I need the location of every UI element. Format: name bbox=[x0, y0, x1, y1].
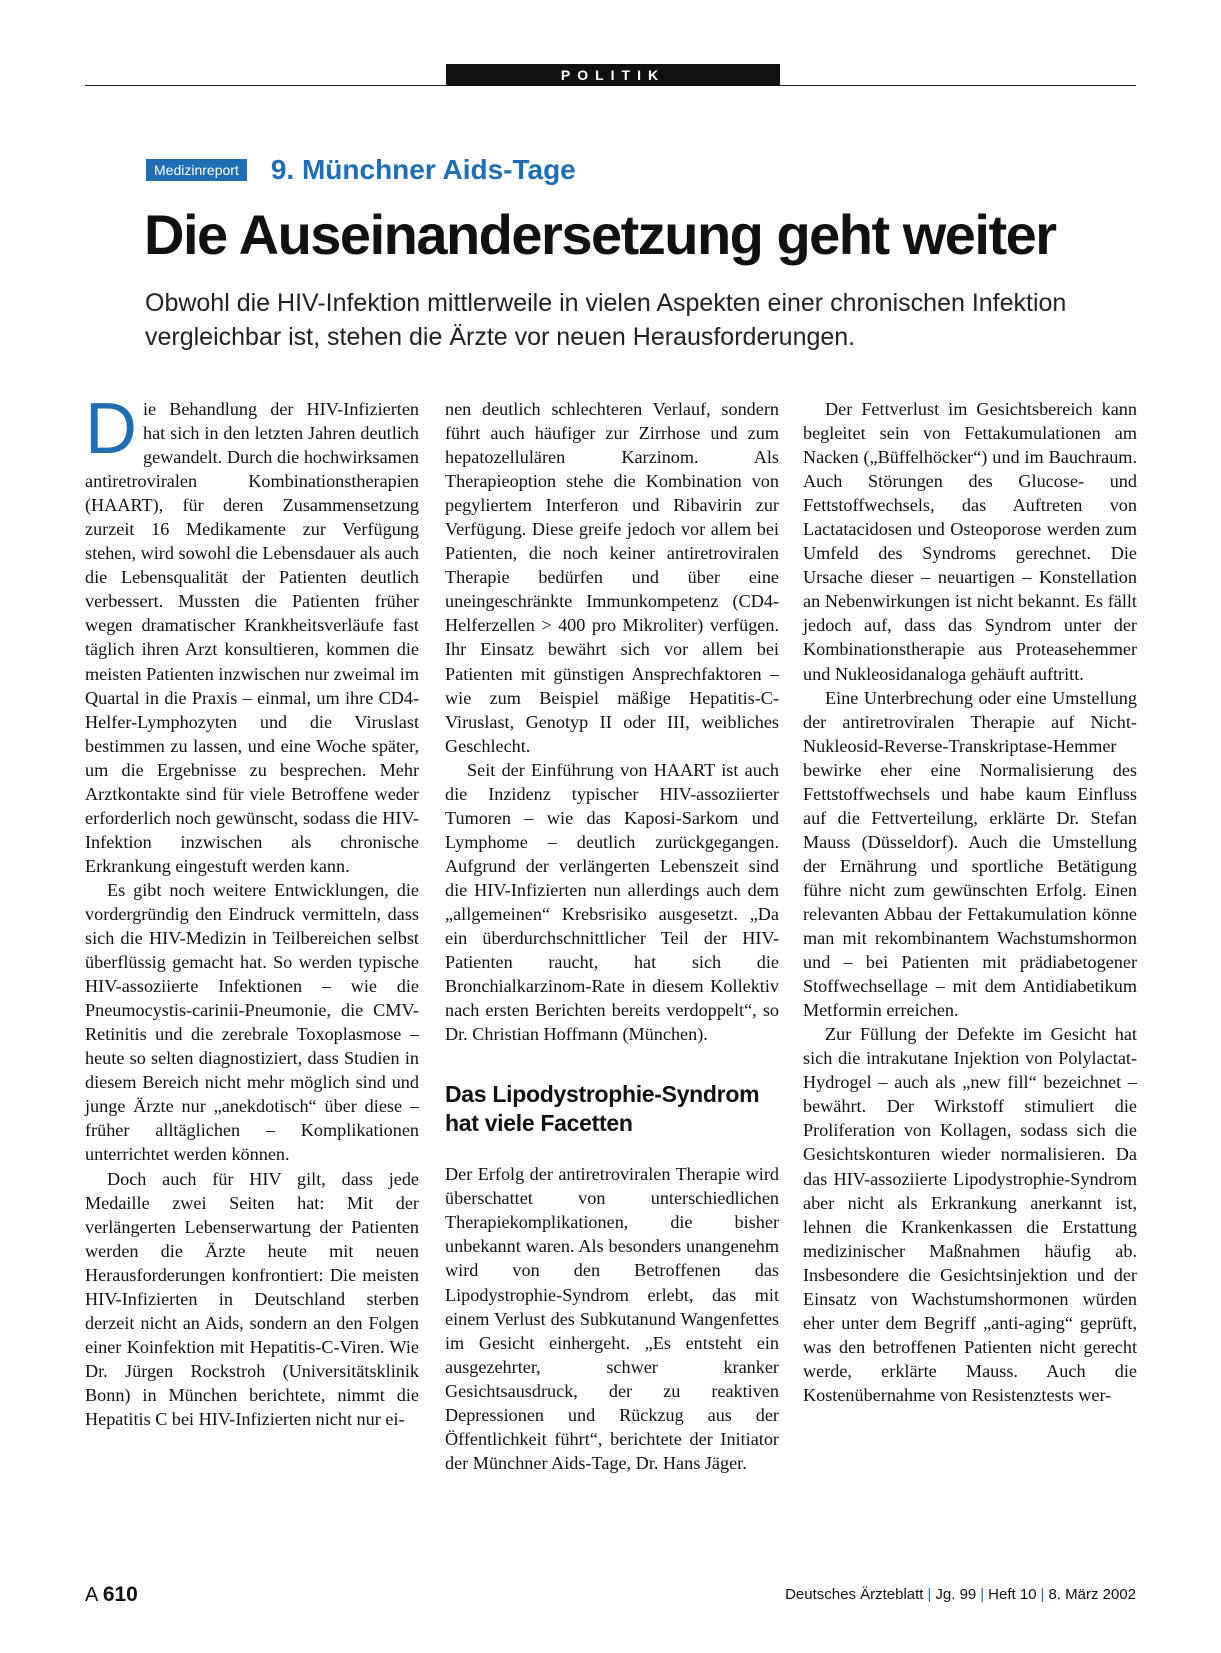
lead-paragraph: Obwohl die HIV-Infektion mittlerweile in vielen Aspekten einer chronischen Infektion vergleichbar ist, stehen die Ärzte vor neuen Herausforderungen. bbox=[145, 289, 1067, 351]
section-label: POLITIK bbox=[446, 64, 780, 86]
volume: Jg. 99 bbox=[935, 1586, 977, 1603]
date: 8. März 2002 bbox=[1048, 1586, 1136, 1603]
paragraph: nen deutlich schlechteren Verlauf, sondern führt auch häufiger zur Zirrhose und zum hepatozellulären Karzinom. Als Therapieoption stehe die Kombination von pegyliertem Interferon und Ribavirin zur Verfügung. Diese greife jedoch vor allem bei Patienten, die noch keiner antiretroviralen Therapie bedürfen und über eine uneingeschränkte Immunkompetenz (CD4-Helferzellen > 400 pro Mikroliter) verfügen. Ihr Einsatz bewährt sich vor allem bei Patienten mit günstigen Ansprechfaktoren – wie zum Beispiel mäßige Hepatitis-C-Viruslast, Genotyp II oder III, weibliches Geschlecht. bbox=[445, 399, 779, 756]
separator: | bbox=[1040, 1586, 1045, 1603]
column-2 bbox=[445, 397, 779, 1475]
separator: | bbox=[980, 1586, 985, 1603]
column-1 bbox=[85, 389, 419, 1431]
paragraph: Eine Unterbrechung oder eine Umstellung der antiretroviralen Therapie auf Nicht-Nukleosid-Reverse-Transkriptase-Hemmer bewirke eher eine Normalisierung des Fettstoffwechsels und habe kaum Einfluss auf die Fettverteilung, erklärte Dr. Stefan Mauss (Düsseldorf). Auch die Umstellung der Ernährung und sportliche Betätigung führe nicht zum gewünschten Erfolg. Einen relevanten Abbau der Fettakumulation könne man mit rekombinantem Wachstumshormon und – bei Patienten mit prädiabetogener Stoffwechsellage – mit dem Antidiabetikum Metformin erreichen. bbox=[803, 687, 1137, 1021]
journal-name: Deutsches Ärzteblatt bbox=[785, 1586, 924, 1603]
subheading bbox=[445, 1080, 779, 1138]
journal-info bbox=[785, 1586, 1136, 1603]
dropcap: D bbox=[85, 389, 137, 469]
subheading-line: hat viele Facetten bbox=[445, 1110, 633, 1137]
paragraph: Der Erfolg der antiretroviralen Therapie wird überschattet von unterschiedlichen Therapiekomplikationen, die bisher unbekannt waren. Als besonders unangenehm wird von den Betroffenen das Lipodystrophie-Syndrom erlebt, das mit einem Verlust des Subkutanund Wangenfettes im Gesicht einhergeht. „Es entsteht ein ausgezehrter, schwer kranker Gesichtsausdruck, der zu reaktiven Depressionen und Rückzug aus der Öffentlichkeit führt“, berichtete der Initiator der Münchner Aids-Tage, Dr. Hans Jäger. bbox=[445, 1164, 779, 1473]
headline: Die Auseinandersetzung geht weiter bbox=[144, 203, 1056, 266]
paragraph: Seit der Einführung von HAART ist auch die Inzidenz typischer HIV-assoziierter Tumoren – wie das Kaposi-Sarkom und Lymphome – deutlich zurückgegangen. Aufgrund der verlängerten Lebenszeit sind die HIV-Infizierten nun allerdings auch dem „allgemeinen“ Krebsrisiko ausgesetzt. „Da ein überdurchschnittlicher Teil der HIV-Patienten raucht, hat sich die Bronchialkarzinom-Rate in diesem Kollektiv nach ersten Berichten bereits verdoppelt“, so Dr. Christian Hoffmann (München). bbox=[445, 759, 779, 1045]
paragraph bbox=[85, 389, 419, 878]
page-number-value: 610 bbox=[102, 1583, 138, 1606]
paragraph: Doch auch für HIV gilt, dass jede Medaille zwei Seiten hat: Mit der verlängerten Lebenserwartung der Patienten werden die Ärzte heute mit neuen Herausforderungen konfrontiert: Die meisten HIV-Infizierten in Deutschland sterben derzeit nicht an Aids, sondern an den Folgen einer Koinfektion mit Hepatitis-C-Viren. Wie Dr. Jürgen Rockstroh (Universitätsklinik Bonn) in München berichtete, nimmt die Hepatitis C bei HIV-Infizierten nicht nur ei- bbox=[85, 1168, 419, 1429]
paragraph: Der Fettverlust im Gesichtsbereich kann begleitet sein von Fettakumulationen am Nacken („Büffelhöcker“) und im Bauchraum. Auch Störungen des Glucose- und Fettstoffwechsels, das Auftreten von Lactatacidosen und Osteoporose werden zum Umfeld des Syndroms gerechnet. Die Ursache dieser – neuartigen – Konstellation an Nebenwirkungen ist nicht bekannt. Es fällt jedoch auf, dass das Syndrom unter der Kombinationstherapie aus Proteasehemmer und Nukleosidanaloga gehäuft auftritt. bbox=[803, 399, 1137, 684]
paragraph-text: ie Behandlung der HIV-Infizierten hat sich in den letzten Jahren deutlich gewandelt. Durch die hochwirksamen antiretroviralen Kombinationstherapien (HAART), für deren Zusammensetzung zurzeit 16 Medikamente zur Verfügung stehen, wird sowohl die Lebensdauer als auch die Lebensqualität der Patienten deutlich verbessert. Mussten die Patienten früher wegen dramatischer Krankheitsverläufe fast täglich ihren Arzt konsultieren, kommen die meisten Patienten inzwischen nur zweimal im Quartal in die Praxis – einmal, um ihre CD4-Helfer-Lymphozyten und die Viruslast bestimmen zu lassen, und eine Woche später, um die Ergebnisse zu besprechen. Mehr Arztkontakte sind für viele Betroffene weder erforderlich noch gewünscht, sodass die HIV-Infektion inzwischen als chronische Erkrankung eingestuft werden kann. bbox=[85, 399, 419, 876]
page-prefix: A bbox=[85, 1584, 98, 1606]
paragraph: Zur Füllung der Defekte im Gesicht hat sich die intrakutane Injektion von Polylactat-Hydrogel – auch als „new fill“ bezeichnet – bewährt. Der Wirkstoff stimuliert die Proliferation von Kollagen, sodass sich die Gesichtskonturen wieder normalisieren. Da das HIV-assoziierte Lipodystrophie-Syndrom aber nicht als Erkrankung anerkannt ist, lehnen die Krankenkassen die Erstattung medizinischer Maßnahmen häufig ab. Insbesondere die Gesichtsinjektion und der Einsatz von Wachstumshormonen würden eher unter dem Begriff „anti-aging“ geprüft, was den betroffenen Patienten nicht gerecht werde, erklärte Mauss. Auch die Kostenübernahme von Resistenztests wer- bbox=[803, 1024, 1137, 1405]
subheading-line: Das Lipodystrophie-Syndrom bbox=[445, 1081, 760, 1108]
kicker-title: 9. Münchner Aids-Tage bbox=[270, 154, 576, 185]
separator: | bbox=[927, 1586, 932, 1603]
page-number bbox=[85, 1583, 138, 1607]
kicker bbox=[146, 150, 576, 190]
kicker-label: Medizinreport bbox=[146, 159, 247, 181]
column-3 bbox=[803, 397, 1137, 1407]
paragraph: Es gibt noch weitere Entwicklungen, die vordergründig den Eindruck vermitteln, dass sich die HIV-Medizin in Teilbereichen selbst überflüssig gemacht hat. So werden typische HIV-assoziierte Infektionen – wie die Pneumocystis-carinii-Pneumonie, die CMV-Retinitis und die zerebrale Toxoplasmose – heute so selten diagnostiziert, dass Studien in diesem Bereich nicht mehr möglich sind und junge Ärzte nur „anekdotisch“ über diese – früher alltäglichen – Komplikationen unterrichtet werden können. bbox=[85, 879, 419, 1165]
issue: Heft 10 bbox=[988, 1586, 1037, 1603]
